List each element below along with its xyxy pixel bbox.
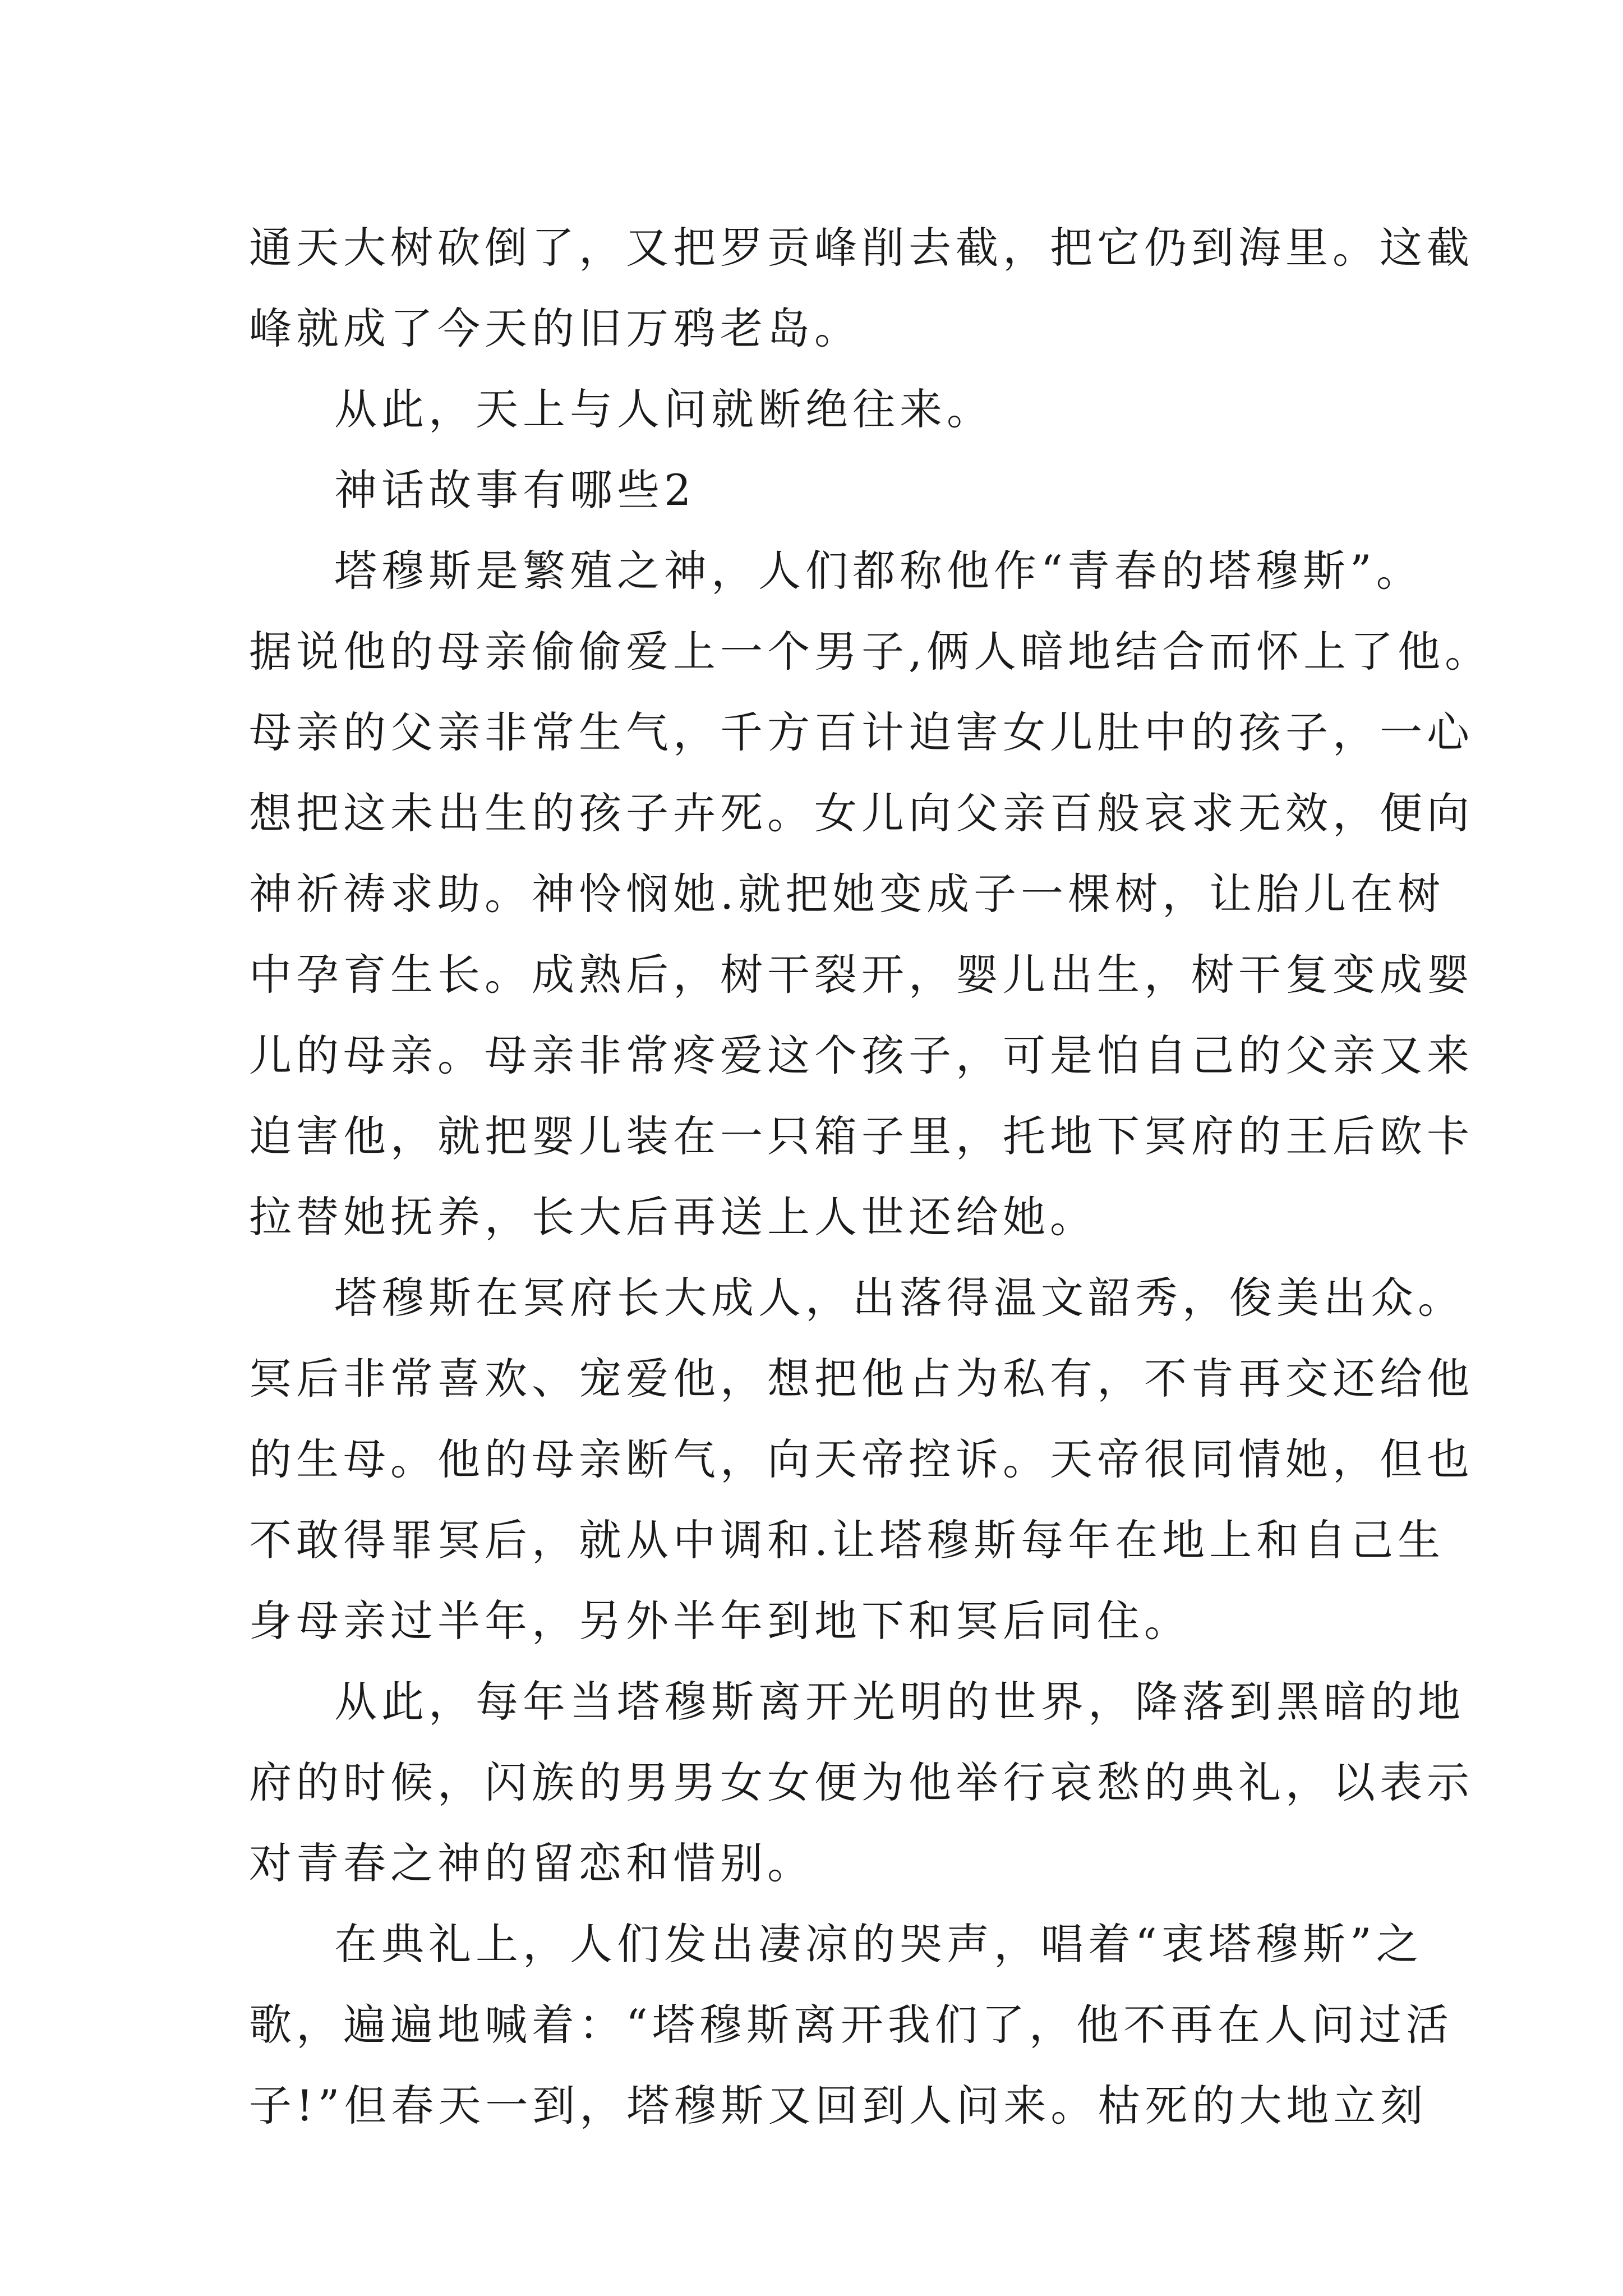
text-line: 通天大树砍倒了，又把罗贡峰削去截，把它仍到海里。这截	[249, 223, 1474, 273]
text-line: 据说他的母亲偷偷爱上一个男子,俩人暗地结合而怀上了他。	[249, 627, 1492, 677]
text-line: 从此，每年当塔穆斯离开光明的世界，降落到黑暗的地	[334, 1677, 1465, 1727]
text-line: 的生母。他的母亲断气，向天帝控诉。天帝很同情她，但也	[249, 1434, 1474, 1484]
text-line: 母亲的父亲非常生气，千方百计迫害女儿肚中的孩子，一心	[249, 707, 1474, 757]
text-line: 冥后非常喜欢、宠爱他，想把他占为私有，不肯再交还给他	[249, 1354, 1474, 1404]
body-text	[249, 208, 1492, 2146]
text-line: 对青春之神的留恋和惜别。	[249, 1838, 814, 1888]
text-line: 神祈祷求助。神怜悯她.就把她变成子一棵树，让胎儿在树	[249, 869, 1445, 919]
text-line: 峰就成了今天的旧万鸦老岛。	[249, 303, 861, 353]
text-line: 从此，天上与人问就断绝往来。	[334, 384, 994, 434]
text-line: 在典礼上，人们发出凄凉的哭声，唱着“衷塔穆斯”之	[334, 1919, 1423, 1969]
text-line: 身母亲过半年，另外半年到地下和冥后同住。	[249, 1596, 1191, 1646]
text-line: 子!”但春天一到，塔穆斯又回到人问来。枯死的大地立刻	[249, 2081, 1428, 2131]
text-line: 儿的母亲。母亲非常疼爱这个孩子，可是怕自己的父亲又来	[249, 1030, 1474, 1080]
text-line: 迫害他，就把婴儿装在一只箱子里，托地下冥府的王后欧卡	[249, 1111, 1474, 1161]
text-line: 塔穆斯在冥府长大成人，出落得温文韶秀，俊美出众。	[334, 1273, 1465, 1323]
text-line: 塔穆斯是繁殖之神，人们都称他作“青春的塔穆斯”。	[334, 546, 1423, 596]
text-line: 拉替她抚养，长大后再送上人世还给她。	[249, 1192, 1097, 1242]
text-line: 府的时候，闪族的男男女女便为他举行哀愁的典礼，以表示	[249, 1757, 1474, 1807]
text-line: 中孕育生长。成熟后，树干裂开，婴儿出生，树干复变成婴	[249, 950, 1474, 1000]
text-line: 歌，遍遍地喊着：“塔穆斯离开我们了，他不再在人问过活	[249, 2000, 1453, 2050]
text-line: 想把这未出生的孩子卉死。女儿向父亲百般哀求无效，便向	[249, 788, 1474, 838]
text-line: 神话故事有哪些2	[334, 465, 696, 515]
text-line: 不敢得罪冥后，就从中调和.让塔穆斯每年在地上和自己生	[249, 1515, 1445, 1565]
